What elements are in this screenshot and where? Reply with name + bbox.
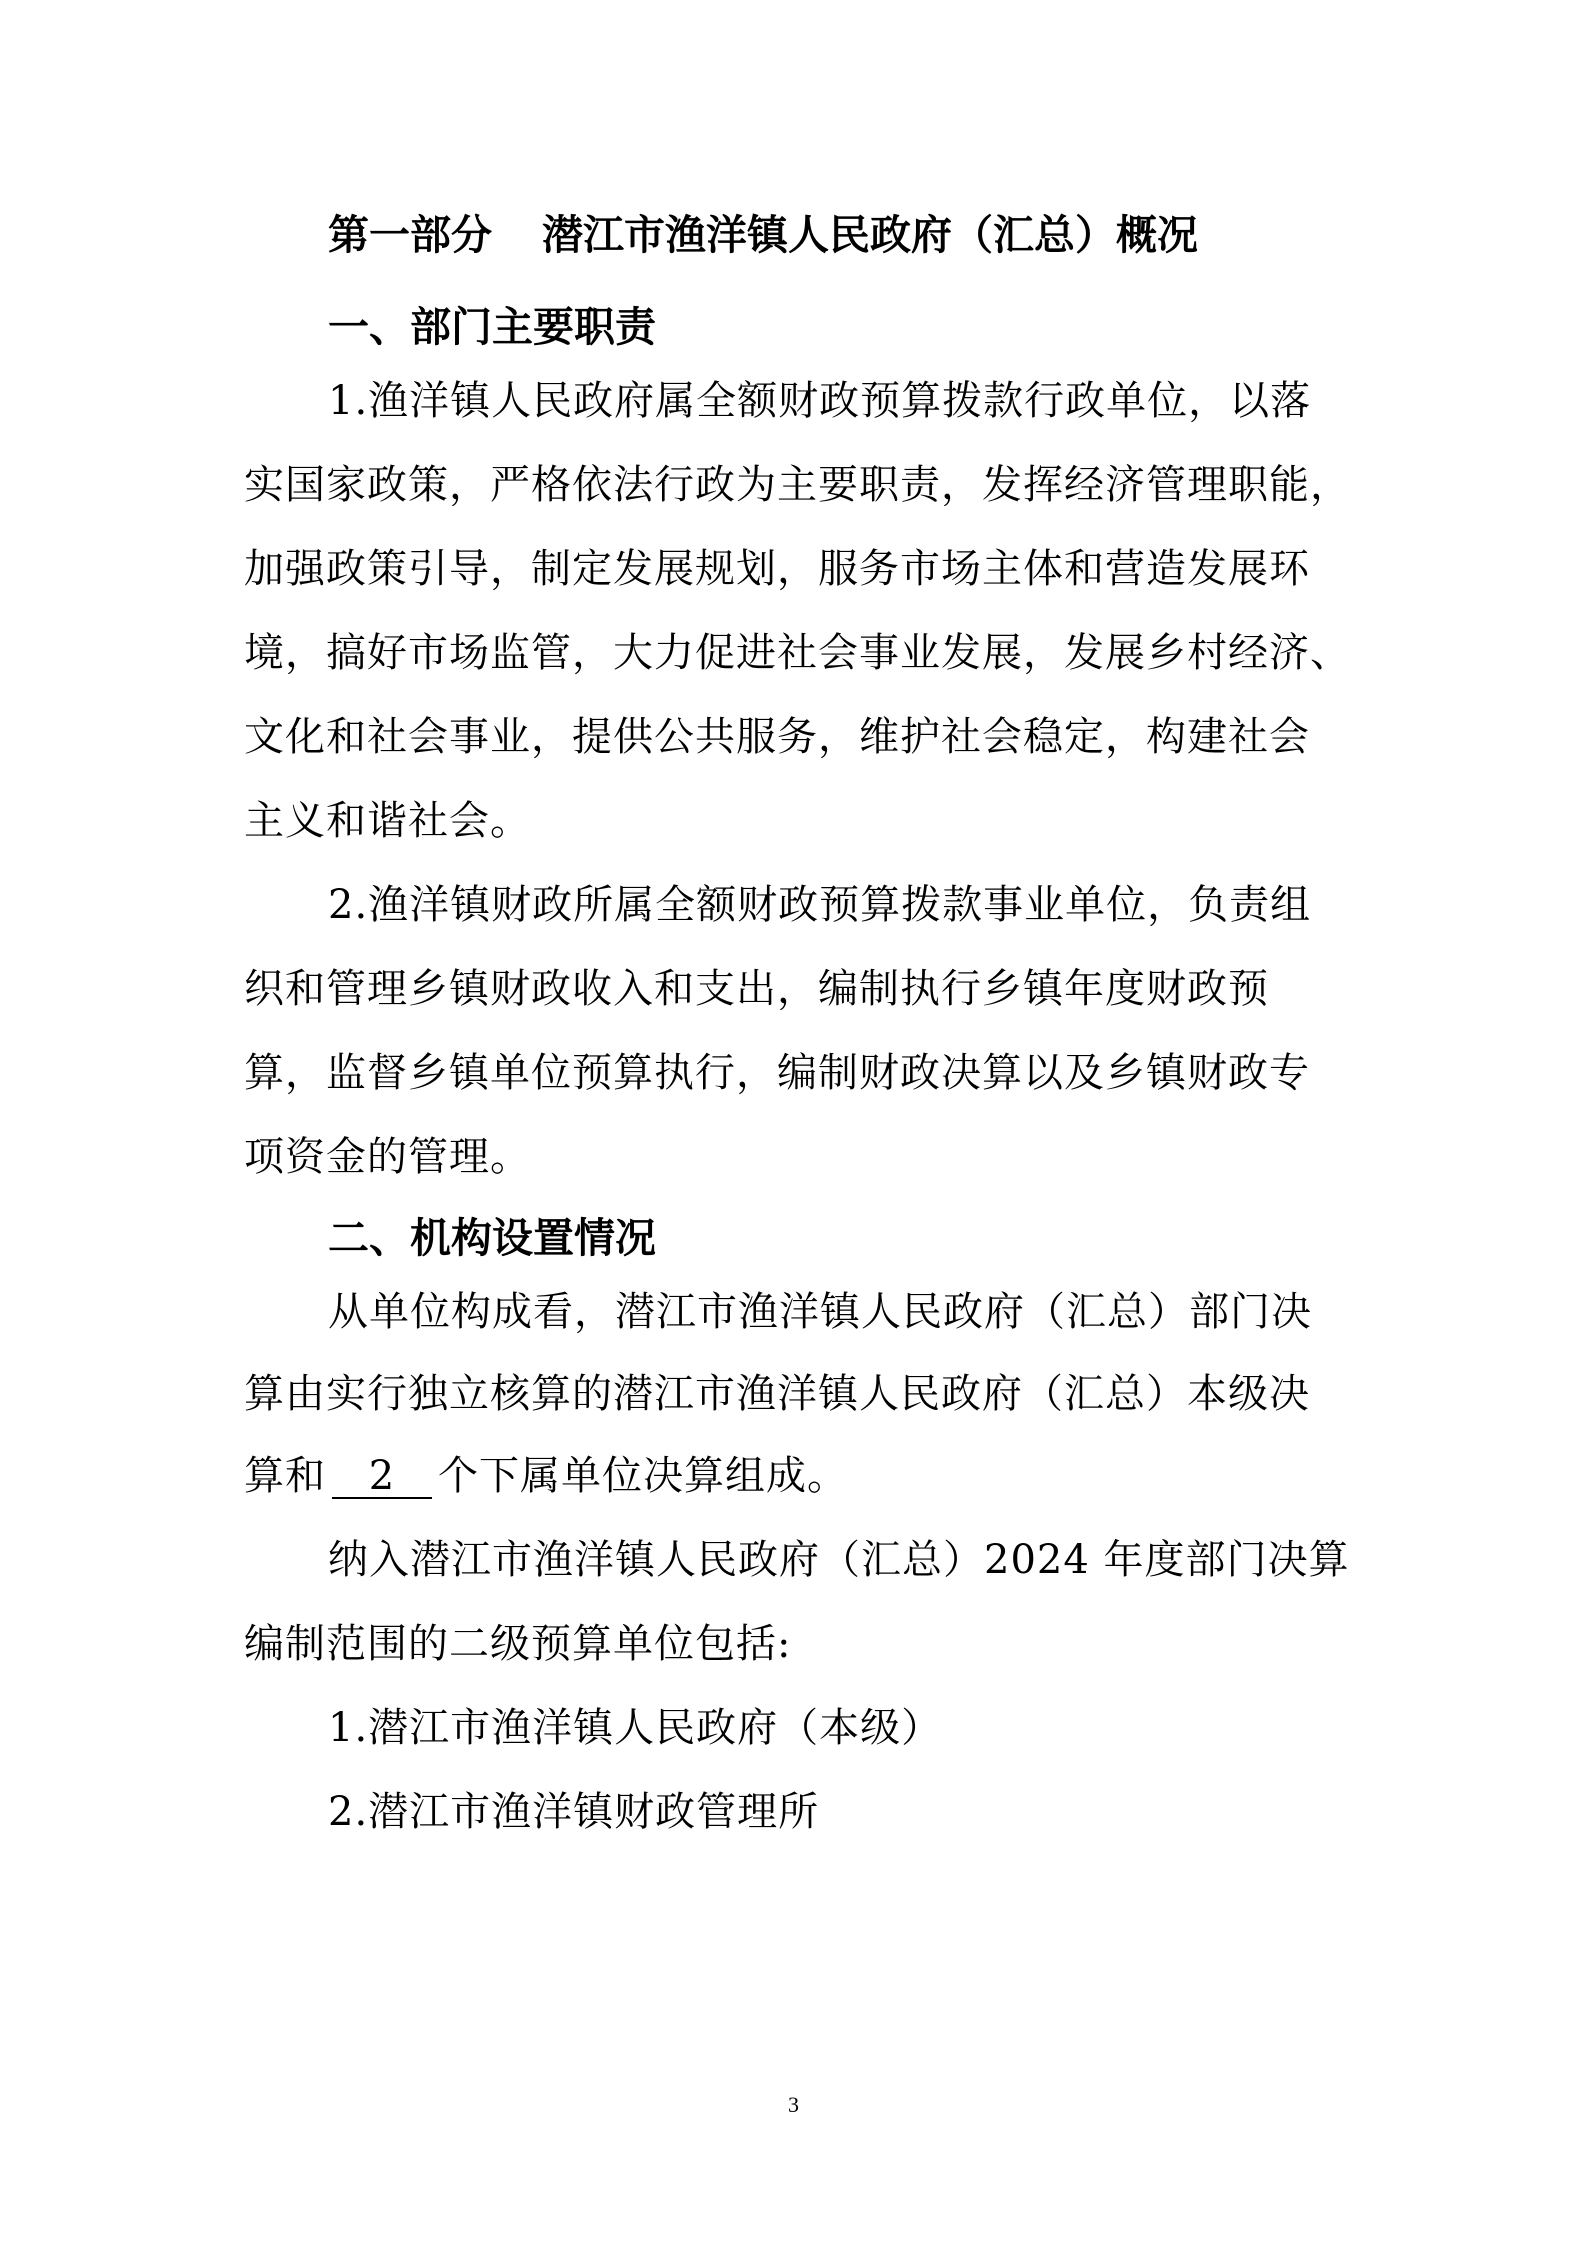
paragraph-line: 从单位构成看，潜江市渔洋镇人民政府（汇总）部门决 — [328, 1289, 1312, 1335]
paragraph-line: 主义和谐社会。 — [244, 798, 531, 844]
paragraph-line: 织和管理乡镇财政收入和支出，编制执行乡镇年度财政预 — [244, 966, 1269, 1012]
paragraph-line: 项资金的管理。 — [244, 1134, 531, 1180]
paragraph-line: 文化和社会事业，提供公共服务，维护社会稳定，构建社会 — [244, 714, 1310, 760]
paragraph-line: 加强政策引导，制定发展规划，服务市场主体和营造发展环 — [244, 546, 1310, 592]
part-label: 第一部分 — [328, 211, 492, 259]
text-suffix: 个下属单位决算组成。 — [438, 1453, 848, 1499]
section-heading-duties: 一、部门主要职责 — [328, 303, 656, 351]
paragraph-line: 纳入潜江市渔洋镇人民政府（汇总）2024 年度部门决算 — [328, 1537, 1350, 1583]
paragraph-line — [244, 1441, 848, 1511]
text-prefix: 算和 — [244, 1453, 326, 1499]
unit-list-item: 1.潜江市渔洋镇人民政府（本级） — [328, 1705, 943, 1751]
part-title — [328, 200, 1198, 270]
paragraph-line: 算由实行独立核算的潜江市渔洋镇人民政府（汇总）本级决 — [244, 1371, 1310, 1417]
subordinate-count: 2 — [332, 1455, 432, 1499]
paragraph-line: 1.渔洋镇人民政府属全额财政预算拨款行政单位，以落 — [328, 378, 1312, 424]
paragraph-line: 境，搞好市场监管，大力促进社会事业发展，发展乡村经济、 — [244, 630, 1351, 676]
section-heading-structure: 二、机构设置情况 — [328, 1214, 656, 1262]
paragraph-line: 实国家政策，严格依法行政为主要职责，发挥经济管理职能， — [244, 462, 1351, 508]
page-number: 3 — [788, 2092, 799, 2117]
paragraph-line: 2.渔洋镇财政所属全额财政预算拨款事业单位，负责组 — [328, 882, 1312, 928]
part-name: 潜江市渔洋镇人民政府（汇总）概况 — [542, 211, 1198, 259]
paragraph-line: 编制范围的二级预算单位包括: — [244, 1621, 792, 1667]
unit-list-item: 2.潜江市渔洋镇财政管理所 — [328, 1789, 820, 1835]
paragraph-line: 算，监督乡镇单位预算执行，编制财政决算以及乡镇财政专 — [244, 1050, 1310, 1096]
